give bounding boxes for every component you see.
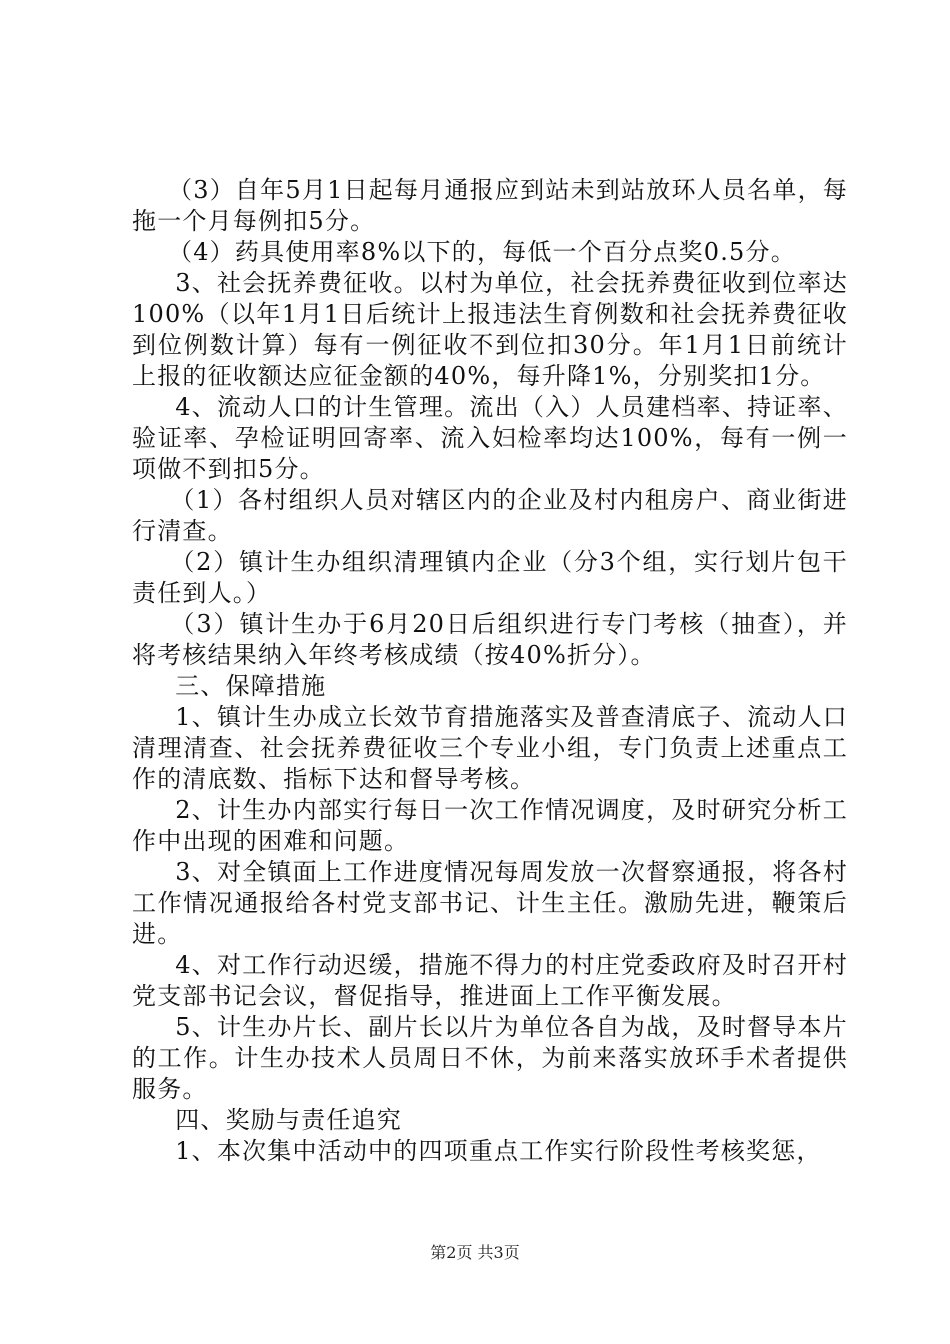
paragraph-3: 3、社会抚养费征收。以村为单位，社会抚养费征收到位率达100%（以年1月1日后统计上报违法生育例数和社会抚养费征收到位例数计算）每有一例征收不到位扣30分。年1月1日前统计上报的征收额达应征金额的40%，每升降1%，分别奖扣1分。	[132, 269, 848, 390]
paragraph-13: 5、计生办片长、副片长以片为单位各自为战，及时督导本片的工作。计生办技术人员周日不休，为前来落实放环手术者提供服务。	[132, 1013, 848, 1103]
paragraph-10: 2、计生办内部实行每日一次工作情况调度，及时研究分析工作中出现的困难和问题。	[132, 796, 848, 855]
paragraph-15: 1、本次集中活动中的四项重点工作实行阶段性考核奖惩，	[175, 1137, 822, 1165]
paragraph-12: 4、对工作行动迟缓，措施不得力的村庄党委政府及时召开村党支部书记会议，督促指导，推进面上工作平衡发展。	[132, 951, 848, 1010]
section-heading-3: 三、保障措施	[175, 672, 327, 700]
page-number-footer: 第2页 共3页	[430, 1243, 520, 1262]
paragraph-9: 1、镇计生办成立长效节育措施落实及普查清底子、流动人口清理清查、社会抚养费征收三个专业小组，专门负责上述重点工作的清底数、指标下达和督导考核。	[132, 703, 848, 793]
paragraph-6: （2）镇计生办组织清理镇内企业（分3个组，实行划片包干责任到人。）	[132, 548, 848, 607]
paragraph-2: （4）药具使用率8%以下的，每低一个百分点奖0.5分。	[168, 238, 796, 266]
paragraph-11: 3、对全镇面上工作进度情况每周发放一次督察通报，将各村工作情况通报给各村党支部书记、计生主任。激励先进，鞭策后进。	[132, 858, 848, 948]
section-heading-4: 四、奖励与责任追究	[175, 1106, 402, 1134]
document-body	[132, 175, 848, 1167]
paragraph-5: （1）各村组织人员对辖区内的企业及村内租房户、商业街进行清查。	[132, 486, 848, 545]
paragraph-1: （3）自年5月1日起每月通报应到站未到站放环人员名单，每拖一个月每例扣5分。	[132, 176, 848, 235]
paragraph-7: （3）镇计生办于6月20日后组织进行专门考核（抽查），并将考核结果纳入年终考核成绩（按40%折分）。	[132, 610, 848, 669]
paragraph-4: 4、流动人口的计生管理。流出（入）人员建档率、持证率、验证率、孕检证明回寄率、流入妇检率均达100%，每有一例一项做不到扣5分。	[132, 393, 848, 483]
